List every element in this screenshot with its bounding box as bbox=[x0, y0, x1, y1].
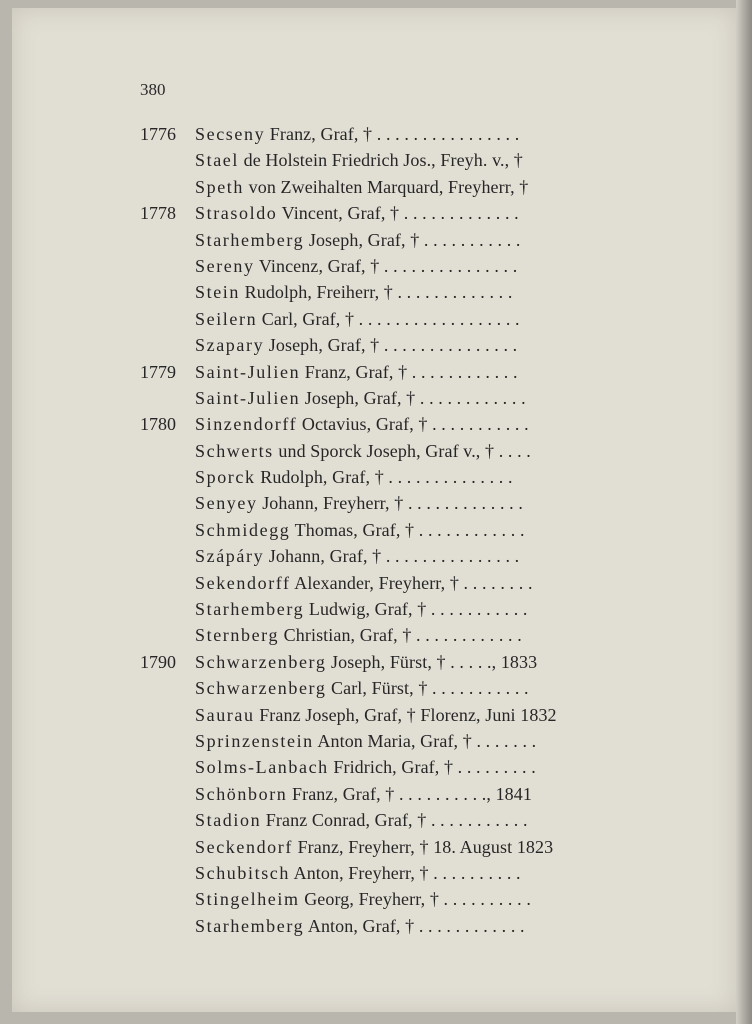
entry-surname: Secseny bbox=[195, 124, 266, 144]
entry-row bbox=[140, 622, 692, 648]
entry-surname: Stingelheim bbox=[195, 889, 300, 910]
entry-row bbox=[140, 385, 692, 411]
entry-surname: Sternberg bbox=[195, 625, 280, 646]
entry-row bbox=[140, 886, 692, 912]
entry-surname: Sekendorff bbox=[195, 572, 291, 593]
entry-text bbox=[195, 860, 521, 886]
entry-row bbox=[140, 543, 692, 569]
entry-surname: Schwerts bbox=[195, 440, 274, 461]
entry-details: Georg, Freyherr, † . . . . . . . . . . bbox=[299, 889, 531, 910]
entry-details: von Zweihalten Marquard, Freyherr, † bbox=[244, 176, 529, 197]
page-edge bbox=[736, 0, 752, 1024]
entry-year: 1779 bbox=[140, 361, 176, 382]
entry-details: Carl, Graf, † . . . . . . . . . . . . . . . . . . bbox=[257, 308, 520, 329]
entry-details: Franz, Graf, † . . . . . . . . . . . . bbox=[300, 361, 518, 382]
entry-surname: Stadion bbox=[195, 810, 262, 831]
entry-row bbox=[140, 596, 692, 622]
entry-text bbox=[195, 675, 529, 701]
entry-text bbox=[195, 385, 526, 411]
entry-row bbox=[140, 332, 692, 358]
entry-details: Johann, Freyherr, † . . . . . . . . . . . . . bbox=[257, 493, 523, 514]
entry-surname: Saurau bbox=[195, 704, 255, 725]
entry-row bbox=[140, 860, 692, 886]
page-number: 380 bbox=[140, 80, 166, 99]
entry-year: 1780 bbox=[140, 414, 176, 435]
entry-row bbox=[140, 253, 692, 279]
entry-surname: Starhemberg bbox=[195, 229, 305, 250]
entry-text bbox=[195, 543, 519, 569]
entry-surname: Starhemberg bbox=[195, 599, 305, 620]
entry-row bbox=[140, 834, 692, 860]
entry-details: Franz Joseph, Graf, † Florenz, Juni 1832 bbox=[254, 704, 557, 725]
entry-surname: Szápáry bbox=[195, 546, 265, 567]
entry-details: und Sporck Joseph, Graf v., † . . . . bbox=[273, 440, 531, 461]
entry-row bbox=[140, 517, 692, 543]
entry-row bbox=[140, 728, 692, 754]
entry-text bbox=[195, 622, 522, 648]
entry-text bbox=[195, 279, 512, 305]
entry-text bbox=[195, 517, 525, 543]
entry-surname: Saint-Julien bbox=[195, 361, 301, 382]
entry-text bbox=[195, 596, 528, 622]
entry-surname: Solms-Lanbach bbox=[195, 757, 329, 778]
entry-text bbox=[195, 306, 520, 332]
entry-row bbox=[140, 490, 692, 516]
entry-row bbox=[140, 675, 692, 701]
entry-row bbox=[140, 200, 692, 226]
entry-text bbox=[195, 649, 537, 675]
entry-details: Alexander, Freyherr, † . . . . . . . . bbox=[290, 572, 533, 593]
entry-details: Anton, Graf, † . . . . . . . . . . . . bbox=[304, 915, 525, 936]
entry-details: Franz Conrad, Graf, † . . . . . . . . . . . bbox=[261, 810, 528, 831]
entry-year: 1776 bbox=[140, 124, 176, 144]
entry-details: Carl, Fürst, † . . . . . . . . . . . bbox=[326, 678, 529, 699]
entry-row bbox=[140, 279, 692, 305]
entry-row bbox=[140, 306, 692, 332]
entry-surname: Senyey bbox=[195, 493, 258, 514]
entry-row bbox=[140, 227, 692, 253]
entry-text bbox=[195, 834, 553, 860]
entry-surname: Sinzendorff bbox=[195, 414, 298, 435]
entry-details: Franz, Graf, † . . . . . . . . . . . . . . . . bbox=[265, 124, 520, 144]
entry-details: Anton, Freyherr, † . . . . . . . . . . bbox=[290, 862, 521, 883]
entry-surname: Seckendorf bbox=[195, 836, 293, 857]
entry-surname: Schubitsch bbox=[195, 862, 290, 883]
entry-surname: Strasoldo bbox=[195, 203, 278, 224]
entry-text bbox=[195, 253, 517, 279]
entry-text bbox=[195, 807, 528, 833]
entry-surname: Starhemberg bbox=[195, 915, 305, 936]
entry-text bbox=[195, 702, 557, 728]
entry-details: Ludwig, Graf, † . . . . . . . . . . . bbox=[304, 599, 528, 620]
entry-details: Joseph, Graf, † . . . . . . . . . . . bbox=[304, 229, 521, 250]
entry-text bbox=[195, 570, 533, 596]
entry-details: Octavius, Graf, † . . . . . . . . . . . bbox=[297, 414, 529, 435]
entry-text bbox=[195, 886, 531, 912]
entry-surname: Schönborn bbox=[195, 783, 288, 804]
entry-text bbox=[195, 754, 536, 780]
book-page bbox=[12, 8, 736, 1012]
entry-text bbox=[195, 121, 519, 147]
entry-row bbox=[140, 121, 692, 147]
entry-text bbox=[195, 913, 525, 939]
entry-details: Franz, Freyherr, † 18. August 1823 bbox=[292, 836, 554, 857]
entry-text bbox=[195, 359, 518, 385]
entry-year: 1778 bbox=[140, 203, 176, 224]
entry-surname: Sereny bbox=[195, 255, 255, 276]
entry-details: Joseph, Fürst, † . . . . ., 1833 bbox=[326, 651, 538, 672]
entry-row bbox=[140, 649, 692, 675]
entry-list bbox=[140, 121, 692, 939]
entry-text bbox=[195, 332, 517, 358]
entry-row bbox=[140, 359, 692, 385]
entry-row bbox=[140, 147, 692, 173]
entry-row bbox=[140, 411, 692, 437]
entry-surname: Schmidegg bbox=[195, 519, 291, 540]
entry-details: Fridrich, Graf, † . . . . . . . . . bbox=[328, 757, 536, 778]
entry-surname: Sporck bbox=[195, 467, 256, 488]
entry-text bbox=[195, 490, 523, 516]
entry-details: Vincent, Graf, † . . . . . . . . . . . . . bbox=[277, 203, 519, 224]
entry-details: Vincenz, Graf, † . . . . . . . . . . . . . . . bbox=[254, 255, 518, 276]
entry-row bbox=[140, 702, 692, 728]
entry-row bbox=[140, 913, 692, 939]
entry-surname: Schwarzenberg bbox=[195, 651, 327, 672]
entry-text bbox=[195, 728, 536, 754]
entry-surname: Sprinzenstein bbox=[195, 730, 314, 751]
entry-text bbox=[195, 147, 523, 173]
entry-details: Johann, Graf, † . . . . . . . . . . . . . . . bbox=[264, 546, 520, 567]
entry-details: Anton Maria, Graf, † . . . . . . . bbox=[313, 730, 537, 751]
entry-text bbox=[195, 781, 532, 807]
entry-year: 1790 bbox=[140, 651, 176, 672]
entry-row bbox=[140, 570, 692, 596]
entry-row bbox=[140, 174, 692, 200]
entry-details: Christian, Graf, † . . . . . . . . . . . . bbox=[279, 625, 522, 646]
entry-details: Thomas, Graf, † . . . . . . . . . . . . bbox=[290, 519, 525, 540]
entry-details: Joseph, Graf, † . . . . . . . . . . . . . . . bbox=[264, 335, 518, 356]
entry-details: Franz, Graf, † . . . . . . . . . ., 1841 bbox=[287, 783, 532, 804]
entry-details: Joseph, Graf, † . . . . . . . . . . . . bbox=[300, 387, 526, 408]
entry-row bbox=[140, 754, 692, 780]
entry-surname: Schwarzenberg bbox=[195, 678, 327, 699]
entry-details: Rudolph, Freiherr, † . . . . . . . . . . . . . bbox=[240, 282, 513, 303]
entry-text bbox=[195, 227, 521, 253]
entry-text bbox=[195, 200, 519, 226]
entry-text bbox=[195, 464, 513, 490]
entry-row bbox=[140, 807, 692, 833]
entry-surname: Seilern bbox=[195, 308, 258, 329]
entry-text bbox=[195, 438, 531, 464]
entry-row bbox=[140, 464, 692, 490]
entry-row bbox=[140, 781, 692, 807]
entry-text bbox=[195, 411, 529, 437]
entry-details: de Holstein Friedrich Jos., Freyh. v., † bbox=[239, 150, 523, 171]
entry-surname: Stein bbox=[195, 282, 241, 303]
entry-text bbox=[195, 174, 528, 200]
entry-surname: Szapary bbox=[195, 335, 265, 356]
entry-details: Rudolph, Graf, † . . . . . . . . . . . . . . bbox=[255, 467, 513, 488]
entry-row bbox=[140, 438, 692, 464]
entry-surname: Saint-Julien bbox=[195, 387, 301, 408]
entry-surname: Speth bbox=[195, 176, 245, 197]
entry-surname: Stael bbox=[195, 150, 239, 171]
